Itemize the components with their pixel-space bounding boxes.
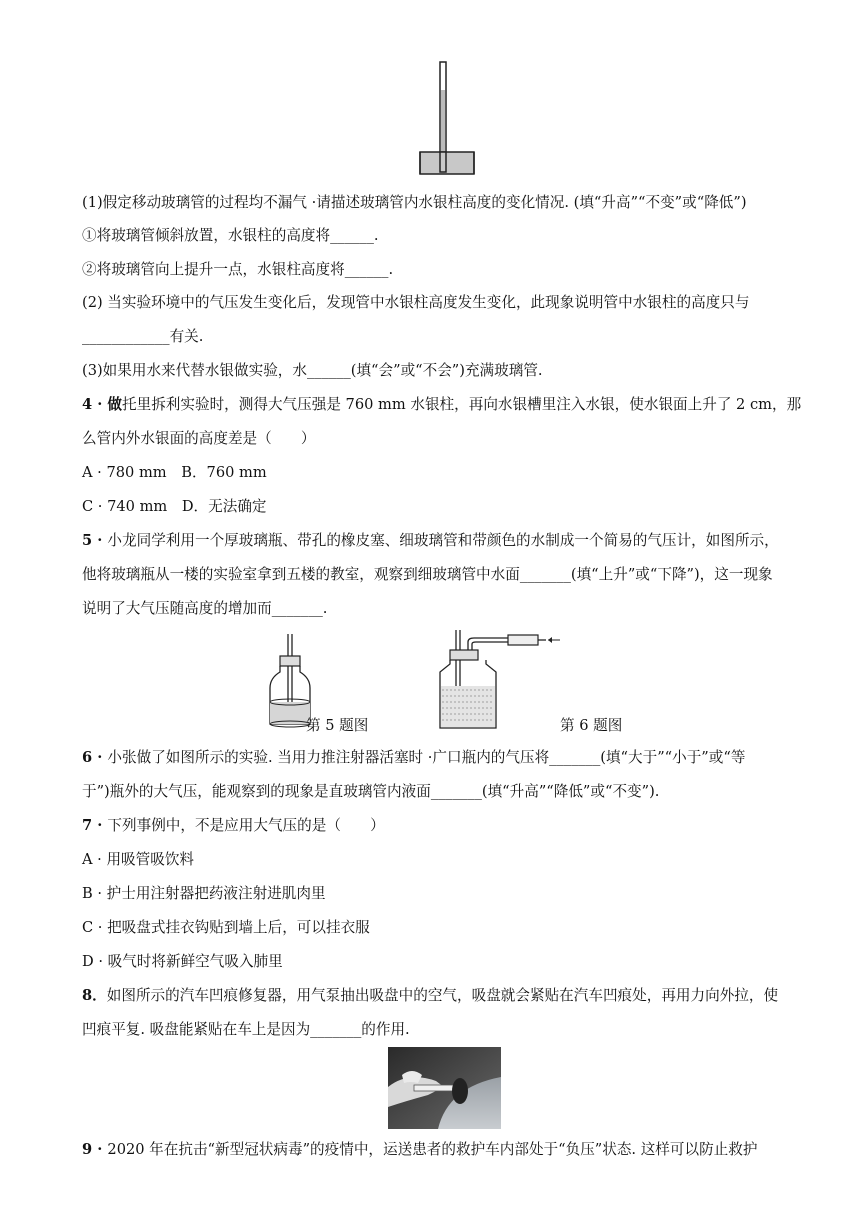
q4-text: 托里拆利实验时，测得大气压强是 760 mm 水银柱，再向水银槽里注入水银，使水银面上升了 2 cm，那 xyxy=(122,396,802,413)
q4-line1 xyxy=(82,395,801,415)
q3-part2-line1: (2) 当实验环境中的气压发生变化后，发现管中水银柱高度发生变化，此现象说明管中水银柱的高度只与 xyxy=(82,294,750,311)
q6-text: 小张做了如图所示的实验. 当用力推注射器活塞时 ·广口瓶内的气压将_______(填“大于”“小于”或“等 xyxy=(107,749,746,766)
q3-part3: (3)如果用水来代替水银做实验，水______(填“会”或“不会”)充满玻璃管. xyxy=(82,362,543,379)
q8-line1 xyxy=(82,986,778,1006)
q6-line1 xyxy=(82,748,745,768)
q3-part1-b: ②将玻璃管向上提升一点，水银柱高度将______. xyxy=(82,261,394,278)
q7-number: 7 · xyxy=(82,817,108,834)
bottle-syringe-figure xyxy=(434,628,562,732)
q5-line1 xyxy=(82,531,779,551)
q9-line1 xyxy=(82,1140,757,1160)
q4-number: 4 · 做 xyxy=(82,396,122,413)
q8-line2: 凹痕平复. 吸盘能紧贴在车上是因为_______的作用. xyxy=(82,1021,410,1038)
q8-text: 如图所示的汽车凹痕修复器，用气泵抽出吸盘中的空气，吸盘就会紧贴在汽车凹痕处，再用力向外拉，使 xyxy=(106,987,779,1004)
q3-part2-line2: ____________有关. xyxy=(82,328,204,345)
q5-text: 小龙同学利用一个厚玻璃瓶、带孔的橡皮塞、细玻璃管和带颜色的水制成一个简易的气压计，如图所示， xyxy=(107,532,779,549)
figure5-caption: 第 5 题图 xyxy=(306,717,369,734)
q6-line2: 于”)瓶外的大气压，能观察到的现象是直玻璃管内液面_______(填“升高”“降低”或“不变”). xyxy=(82,783,660,800)
dent-repair-photo xyxy=(388,1047,501,1129)
q3-part1: (1)假定移动玻璃管的过程均不漏气 ·请描述玻璃管内水银柱高度的变化情况. (填“升高”“不变”或“降低”) xyxy=(82,194,747,211)
q7-option-a: A · 用吸管吸饮料 xyxy=(82,851,195,868)
q7-option-c: C · 把吸盘式挂衣钩贴到墙上后，可以挂衣服 xyxy=(82,919,370,936)
q6-number: 6 · xyxy=(82,749,108,766)
q5-line3: 说明了大气压随高度的增加而_______. xyxy=(82,600,328,617)
torricelli-tube-figure xyxy=(418,60,478,180)
q3-part1-a: ①将玻璃管倾斜放置，水银柱的高度将______. xyxy=(82,227,379,244)
q4-options-ab: A · 780 mm B．760 mm xyxy=(82,464,267,481)
q4-options-cd: C · 740 mm D．无法确定 xyxy=(82,498,267,515)
q9-text: 2020 年在抗击“新型冠状病毒”的疫情中，运送患者的救护车内部处于“负压”状态. 这样可以防止救护 xyxy=(107,1141,758,1158)
q7-text: 下列事例中，不是应用大气压的是（ ） xyxy=(107,817,385,834)
q8-number: 8． xyxy=(82,987,107,1004)
q7-option-d: D · 吸气时将新鲜空气吸入肺里 xyxy=(82,953,283,970)
q5-number: 5 · xyxy=(82,532,108,549)
q4-line2: 么管内外水银面的高度差是（ ） xyxy=(82,430,316,447)
figure6-caption: 第 6 题图 xyxy=(560,717,623,734)
q9-number: 9 · xyxy=(82,1141,108,1158)
q7-option-b: B · 护士用注射器把药液注射进肌肉里 xyxy=(82,885,326,902)
q7-line1 xyxy=(82,816,385,836)
q5-line2: 他将玻璃瓶从一楼的实验室拿到五楼的教室，观察到细玻璃管中水面_______(填“上升”或“下降”)，这一现象 xyxy=(82,566,773,583)
